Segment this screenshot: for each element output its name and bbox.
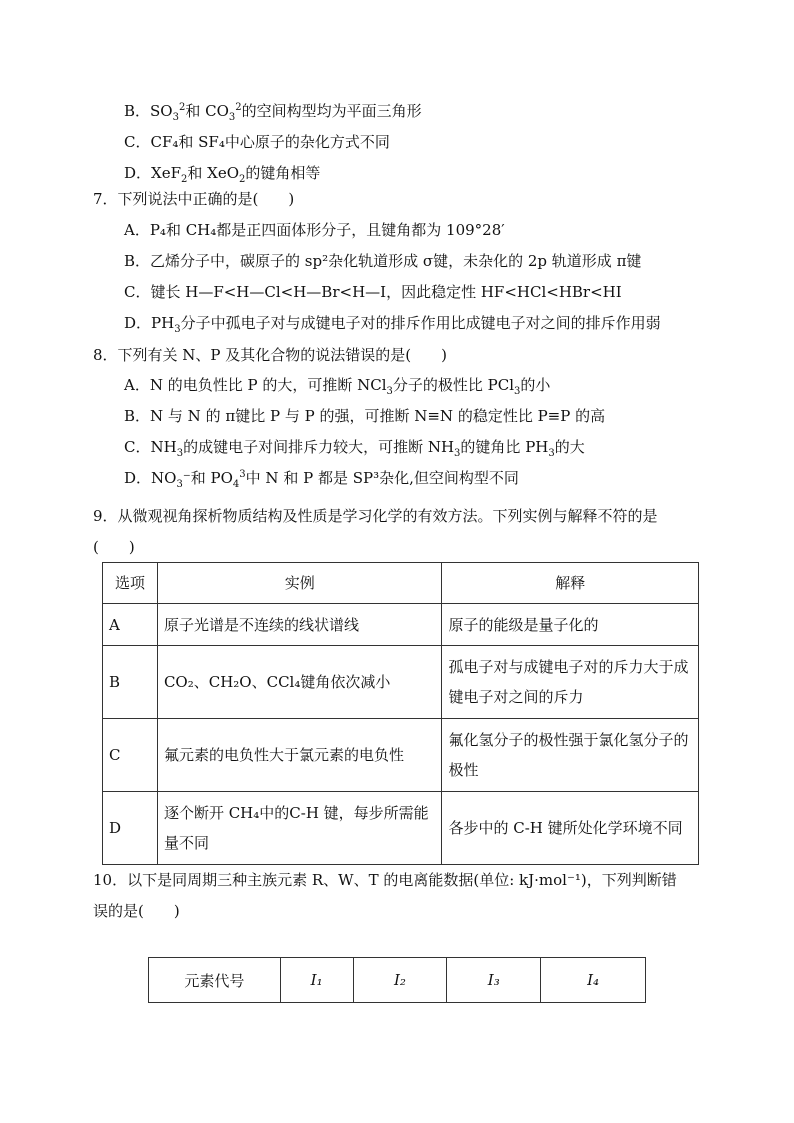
q9-table-header bbox=[103, 563, 699, 604]
q9-row-explanation: 孤电子对与成键电子对的斥力大于成键电子对之间的斥力 bbox=[442, 646, 699, 719]
table-row bbox=[103, 792, 699, 865]
q9-table bbox=[102, 562, 699, 865]
q8-stem: 8．下列有关 N、P 及其化合物的说法错误的是( ) bbox=[93, 346, 448, 364]
q7-option-a: A．P₄和 CH₄都是正四面体形分子，且键角都为 109°28′ bbox=[124, 221, 505, 239]
q10-header-i4: I₄ bbox=[541, 958, 646, 1003]
q10-header-i3: I₃ bbox=[447, 958, 541, 1003]
q10-header-i1: I₁ bbox=[280, 958, 353, 1003]
q9-row-explanation: 原子的能级是量子化的 bbox=[442, 604, 699, 646]
q10-table-header bbox=[149, 958, 646, 1003]
q8-option-d: D．$NO_3^-$和 $PO_4^3$中 N 和 P 都是 SP³杂化,但空间构型不同 bbox=[124, 469, 519, 490]
table-row bbox=[103, 646, 699, 719]
q7-option-b: B．乙烯分子中，碳原子的 sp²杂化轨道形成 σ键，未杂化的 2p 轨道形成 π键 bbox=[124, 252, 642, 270]
q8-option-c: C．$NH_3$的成键电子对间排斥力较大，可推断 $NH_3$的键角比 $PH_3$的大 bbox=[124, 438, 585, 459]
q6-option-c: C．CF₄和 SF₄中心原子的杂化方式不同 bbox=[124, 133, 390, 151]
q10-header-element-code: 元素代号 bbox=[149, 958, 281, 1003]
q9-row-example: 逐个断开 CH₄中的C-H 键，每步所需能量不同 bbox=[157, 792, 442, 865]
q6-option-b: B．$SO_3^2$和 $CO_3^2$的空间构型均为平面三角形 bbox=[124, 102, 422, 123]
q9-row-option: B bbox=[103, 646, 158, 719]
q9-row-example: 原子光谱是不连续的线状谱线 bbox=[157, 604, 442, 646]
q9-row-explanation: 氟化氢分子的极性强于氯化氢分子的极性 bbox=[442, 719, 699, 792]
q9-row-option: A bbox=[103, 604, 158, 646]
q9-row-explanation: 各步中的 C-H 键所处化学环境不同 bbox=[442, 792, 699, 865]
q9-row-option: C bbox=[103, 719, 158, 792]
q9-row-option: D bbox=[103, 792, 158, 865]
q10-stem-line2: 误的是( ) bbox=[93, 902, 180, 920]
q9-header-option: 选项 bbox=[103, 563, 158, 604]
q10-stem-line1: 10．以下是同周期三种主族元素 R、W、T 的电离能数据(单位: kJ·mol⁻¹)，下列判断错 bbox=[93, 871, 677, 889]
q7-stem: 7．下列说法中正确的是( ) bbox=[93, 190, 295, 208]
table-row bbox=[103, 604, 699, 646]
q9-header-example: 实例 bbox=[157, 563, 442, 604]
q9-row-example: CO₂、CH₂O、CCl₄键角依次减小 bbox=[157, 646, 442, 719]
table-row bbox=[103, 719, 699, 792]
q8-option-b: B．N 与 N 的 π键比 P 与 P 的强，可推断 N≡N 的稳定性比 P≡P 的高 bbox=[124, 407, 606, 425]
q7-option-c: C．键长 H—F<H—Cl<H—Br<H—I，因此稳定性 HF<HCl<HBr<HI bbox=[124, 283, 622, 301]
q9-row-example: 氟元素的电负性大于氯元素的电负性 bbox=[157, 719, 442, 792]
q7-option-d: D．$PH_3$分子中孤电子对与成键电子对的排斥作用比成键电子对之间的排斥作用弱 bbox=[124, 314, 661, 335]
q10-table bbox=[148, 957, 646, 1003]
q10-header-i2: I₂ bbox=[353, 958, 447, 1003]
q6-option-d: D．XeF$_2$和 XeO$_2$的键角相等 bbox=[124, 164, 321, 185]
q9-stem-line1: 9．从微观视角探析物质结构及性质是学习化学的有效方法。下列实例与解释不符的是 bbox=[93, 507, 658, 525]
q9-stem-line2: ( ) bbox=[93, 538, 135, 556]
q9-header-explanation: 解释 bbox=[442, 563, 699, 604]
q8-option-a: A．N 的电负性比 P 的大，可推断 NCl$_3$分子的极性比 PCl$_3$的小 bbox=[124, 376, 551, 397]
